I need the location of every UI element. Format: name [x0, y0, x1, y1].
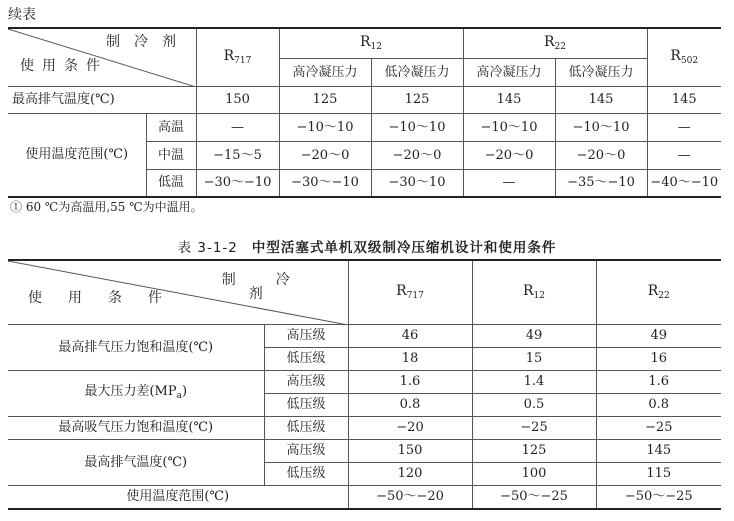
continued-table — [8, 27, 721, 198]
cell: 0.8 — [596, 393, 721, 416]
t1-row-high — [8, 113, 721, 141]
cell: −40～−10 — [647, 169, 721, 197]
cell: −25 — [596, 416, 721, 439]
cell: −10～10 — [555, 113, 647, 141]
cell: −10～10 — [463, 113, 555, 141]
t1-diag-bottom-label: 使用条件 — [20, 58, 108, 74]
t1-diagonal-header — [8, 28, 196, 86]
cell: −25 — [472, 416, 596, 439]
stage-label: 高压级 — [264, 370, 348, 393]
cell: −50～−20 — [348, 485, 472, 509]
t2-diag-top-label: 制冷剂 — [221, 272, 330, 302]
level-label: 高温 — [146, 113, 196, 141]
cell: −50～−25 — [596, 485, 721, 509]
cell: 100 — [472, 462, 596, 485]
t1-header-r12: $R_{12}$ — [279, 28, 463, 58]
cell: 15 — [472, 347, 596, 370]
cell: −30～−10 — [279, 169, 371, 197]
cell: 49 — [596, 324, 721, 347]
cell: −30～10 — [371, 169, 463, 197]
t2-header-r717: $R_{717}$ — [348, 260, 472, 324]
cell: — — [463, 169, 555, 197]
caption-title: 中型活塞式单机双级制冷压缩机设计和使用条件 — [251, 240, 557, 256]
cell: 0.8 — [348, 393, 472, 416]
t1-row-discharge — [8, 86, 721, 113]
cell: 1.6 — [348, 370, 472, 393]
stage-label: 低压级 — [264, 462, 348, 485]
cell: 18 — [348, 347, 472, 370]
table-3-1-2 — [8, 259, 721, 510]
stage-label: 低压级 — [264, 416, 348, 439]
cell: 16 — [596, 347, 721, 370]
cell: 150 — [348, 439, 472, 462]
cell: 0.5 — [472, 393, 596, 416]
cell: 125 — [279, 86, 371, 113]
cell: −20 — [348, 416, 472, 439]
cell: 125 — [371, 86, 463, 113]
cell: −30～−10 — [196, 169, 279, 197]
table-caption — [0, 236, 734, 256]
t2-row — [8, 439, 721, 462]
cell: −15～5 — [196, 141, 279, 169]
t2-header-r22: $R_{22}$ — [596, 260, 721, 324]
cell: 125 — [472, 439, 596, 462]
caption-number: 表 3-1-2 — [177, 240, 238, 256]
cell: −10～10 — [279, 113, 371, 141]
cell: −10～10 — [371, 113, 463, 141]
row-label: 使用温度范围(℃) — [8, 113, 146, 197]
cell: −20～0 — [371, 141, 463, 169]
cell: 145 — [596, 439, 721, 462]
stage-label: 低压级 — [264, 347, 348, 370]
cell: — — [647, 141, 721, 169]
t2-header-r12: $R_{12}$ — [472, 260, 596, 324]
t1-subheader: 低冷凝压力 — [555, 58, 647, 86]
row-label: 最高排气压力饱和温度(℃) — [8, 324, 264, 370]
cell: −50～−25 — [472, 485, 596, 509]
t1-diag-top-label: 制冷剂 — [106, 34, 190, 50]
stage-label: 高压级 — [264, 324, 348, 347]
cell: 49 — [472, 324, 596, 347]
t2-diagonal-header — [8, 260, 348, 324]
t1-header-r22: $R_{22}$ — [463, 28, 647, 58]
t1-header-r717: $R_{717}$ — [196, 28, 279, 86]
row-label: 最高排气温度(℃) — [8, 439, 264, 485]
cell: 145 — [555, 86, 647, 113]
t1-subheader: 高冷凝压力 — [279, 58, 371, 86]
t2-row-range — [8, 485, 721, 509]
row-label: 最大压力差$(MP_a)$ — [8, 370, 264, 416]
stage-label: 高压级 — [264, 439, 348, 462]
continued-label: 续表 — [8, 7, 36, 23]
stage-label: 低压级 — [264, 393, 348, 416]
level-label: 低温 — [146, 169, 196, 197]
footnote: ① 60 ℃为高温用,55 ℃为中温用。 — [10, 200, 203, 214]
cell: 1.4 — [472, 370, 596, 393]
cell: 145 — [647, 86, 721, 113]
cell: — — [196, 113, 279, 141]
t2-row — [8, 324, 721, 347]
cell: 145 — [463, 86, 555, 113]
level-label: 中温 — [146, 141, 196, 169]
t2-diag-bottom-label: 使用条件 — [28, 290, 188, 306]
cell: −20～0 — [279, 141, 371, 169]
cell: 115 — [596, 462, 721, 485]
cell: −20～0 — [555, 141, 647, 169]
t2-row — [8, 370, 721, 393]
row-label: 最高排气温度(℃) — [8, 86, 196, 113]
cell: 1.6 — [596, 370, 721, 393]
cell: −35～−10 — [555, 169, 647, 197]
row-label: 最高吸气压力饱和温度(℃) — [8, 416, 264, 439]
cell: 120 — [348, 462, 472, 485]
cell: 46 — [348, 324, 472, 347]
t1-header-r502: $R_{502}$ — [647, 28, 721, 86]
cell: −20～0 — [463, 141, 555, 169]
t1-subheader: 低冷凝压力 — [371, 58, 463, 86]
t1-subheader: 高冷凝压力 — [463, 58, 555, 86]
cell: 150 — [196, 86, 279, 113]
row-label: 使用温度范围(℃) — [8, 485, 348, 509]
t2-row — [8, 416, 721, 439]
cell: — — [647, 113, 721, 141]
